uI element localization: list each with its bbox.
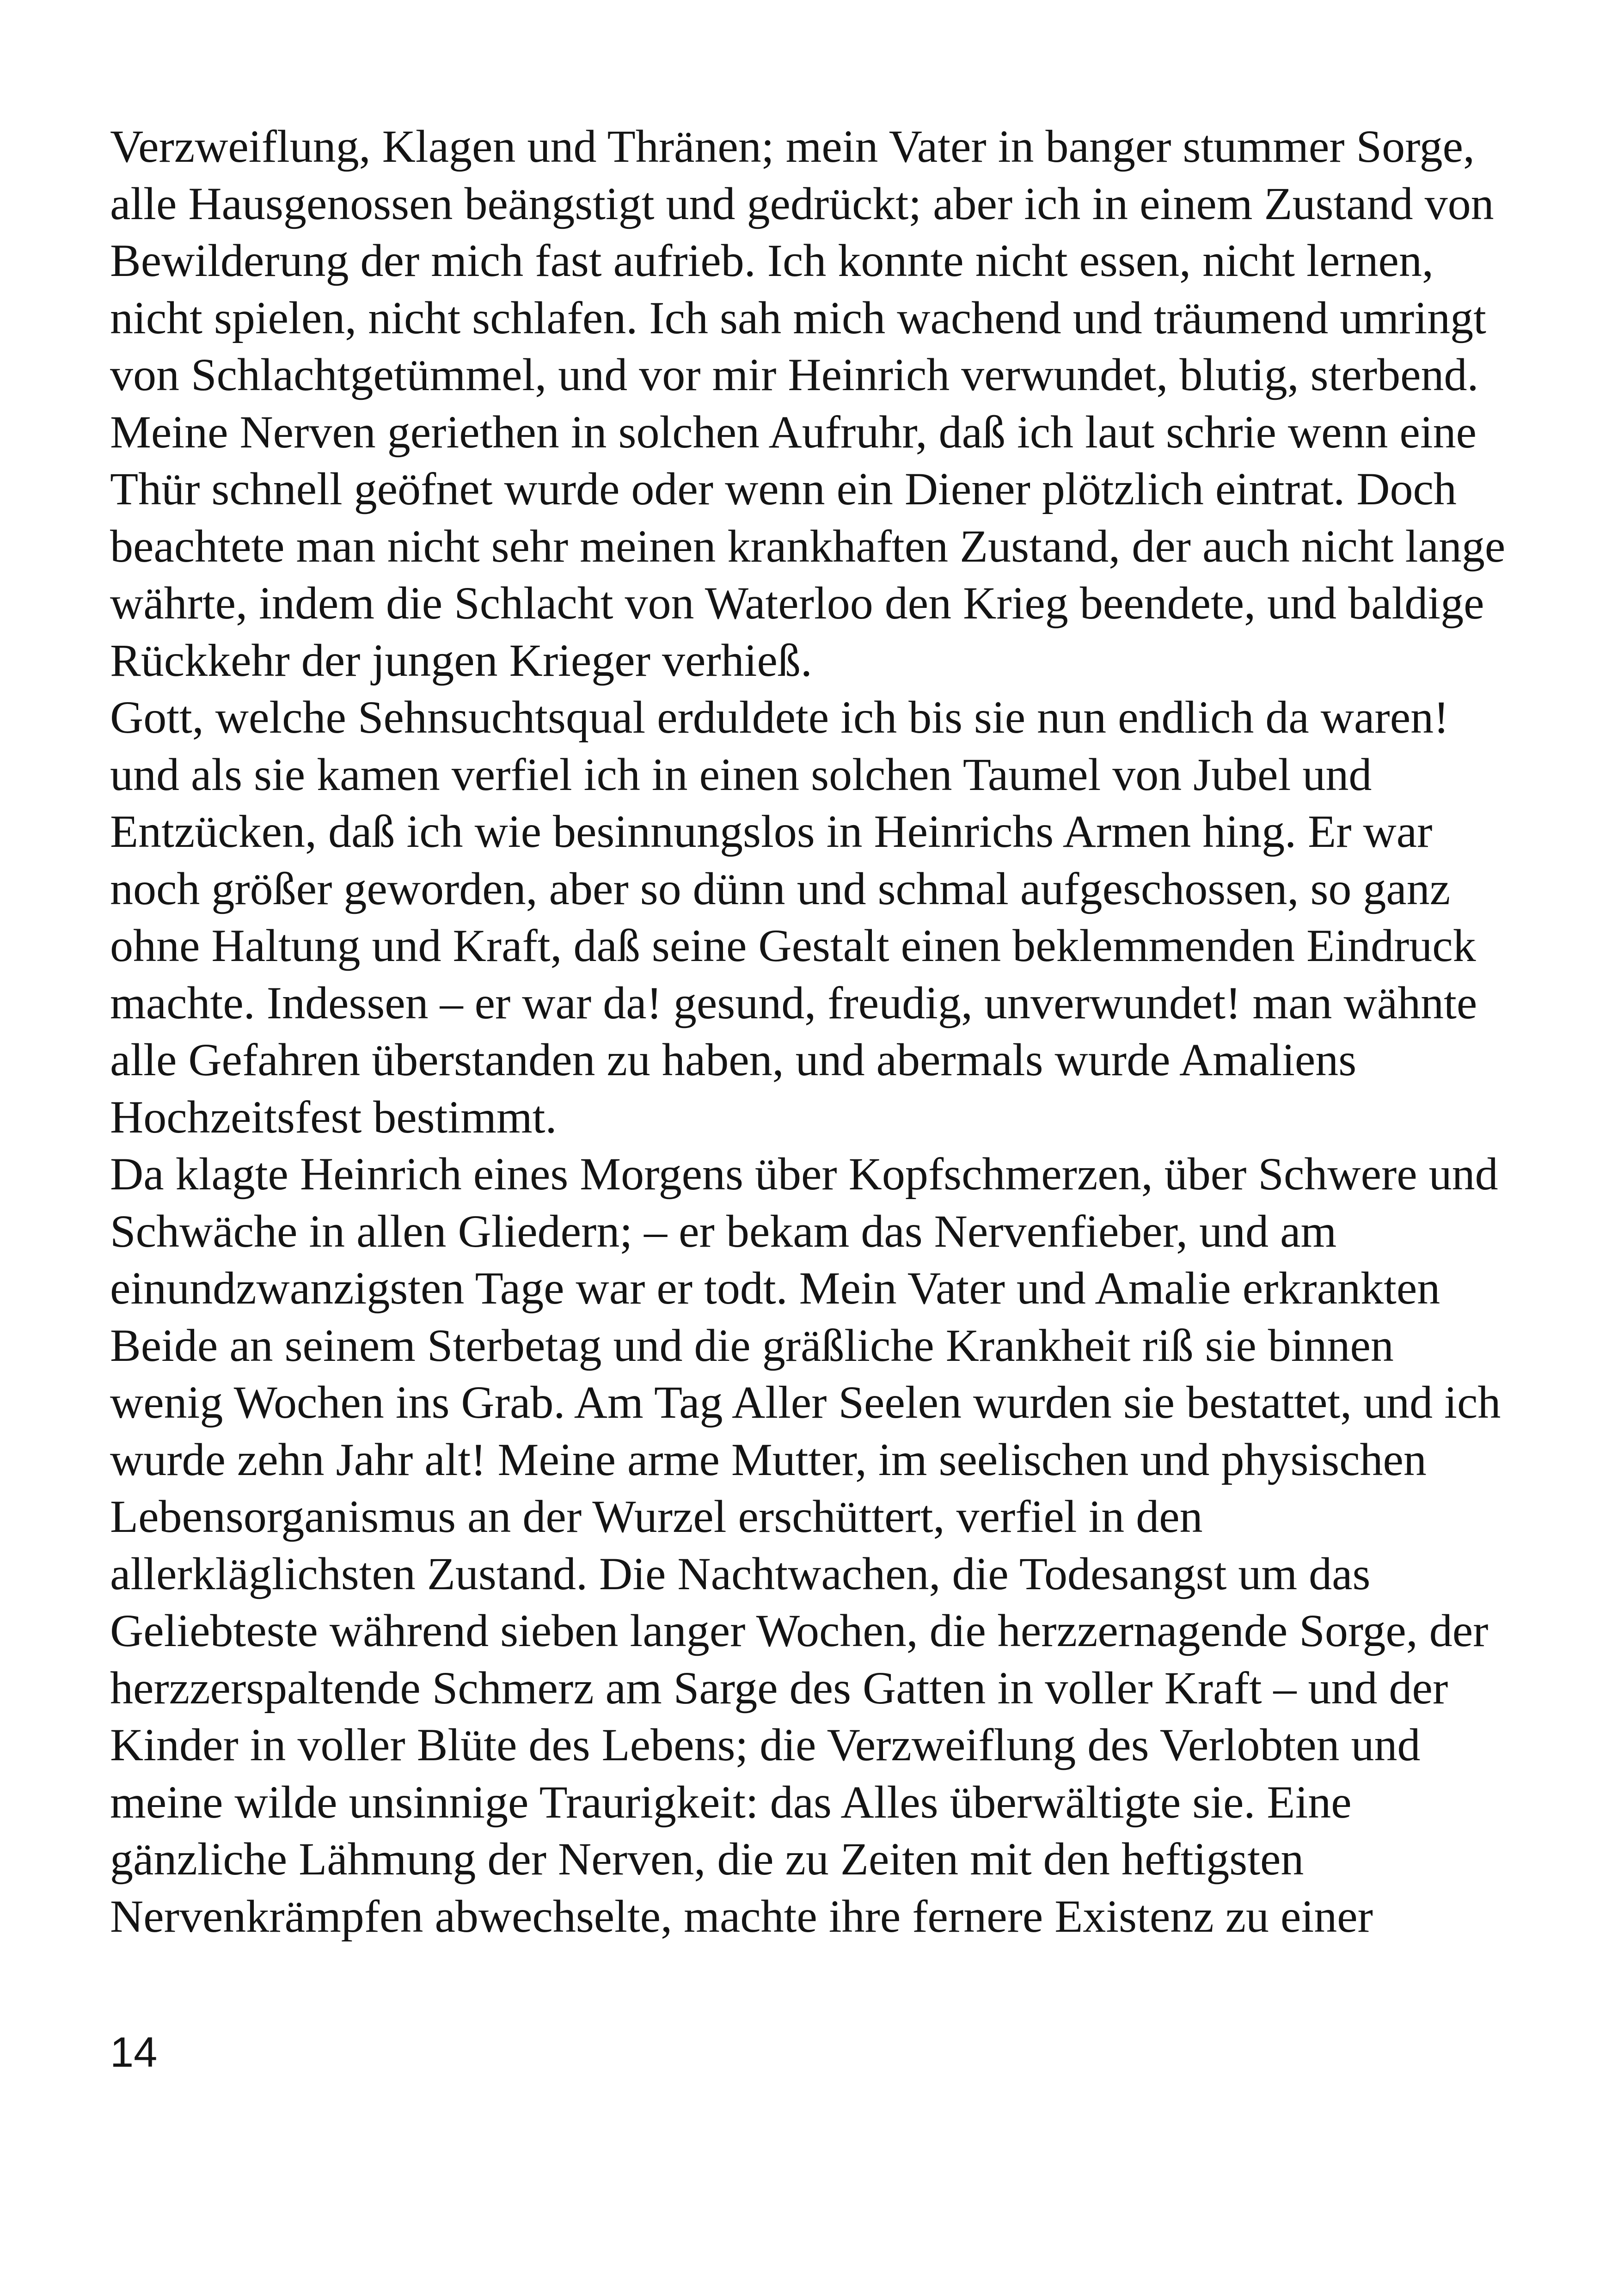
text-line: allerkläglichsten Zustand. Die Nachtwachen, die Todesangst um das — [110, 1548, 1371, 1599]
text-line: meine wilde unsinnige Traurigkeit: das Alles überwältigte sie. Eine — [110, 1776, 1352, 1828]
text-line: Kinder in voller Blüte des Lebens; die Verzweiflung des Verlobten und — [110, 1719, 1421, 1770]
text-line: beachtete man nicht sehr meinen krankhaften Zustand, der auch nicht lange — [110, 520, 1506, 572]
text-line: Bewilderung der mich fast aufrieb. Ich konnte nicht essen, nicht lernen, — [110, 235, 1434, 286]
text-line: alle Gefahren überstanden zu haben, und abermals wurde Amaliens — [110, 1034, 1357, 1085]
text-line: Gott, welche Sehnsuchtsqual erduldete ich bis sie nun endlich da waren! — [110, 692, 1449, 743]
text-line: und als sie kamen verfiel ich in einen solchen Taumel von Jubel und — [110, 748, 1372, 800]
text-line: machte. Indessen – er war da! gesund, freudig, unverwundet! man wähnte — [110, 977, 1477, 1029]
text-line: Geliebteste während sieben langer Wochen, die herzzernagende Sorge, der — [110, 1605, 1489, 1656]
text-line: alle Hausgenossen beängstigt und gedrückt; aber ich in einem Zustand von — [110, 178, 1494, 229]
text-line: Meine Nerven geriethen in solchen Aufruhr, daß ich laut schrie wenn eine — [110, 406, 1477, 458]
text-line: einundzwanzigsten Tage war er todt. Mein Vater und Amalie erkrankten — [110, 1262, 1440, 1314]
page-number: 14 — [110, 2029, 158, 2076]
text-line: Nervenkrämpfen abwechselte, machte ihre fernere Existenz zu einer — [110, 1890, 1373, 1942]
body-text — [110, 118, 1562, 1945]
text-line: nicht spielen, nicht schlafen. Ich sah mich wachend und träumend umringt — [110, 292, 1486, 343]
text-line: Entzücken, daß ich wie besinnungslos in Heinrichs Armen hing. Er war — [110, 806, 1433, 857]
text-line: Beide an seinem Sterbetag und die gräßliche Krankheit riß sie binnen — [110, 1319, 1394, 1371]
text-line: währte, indem die Schlacht von Waterloo den Krieg beendete, und baldige — [110, 577, 1484, 629]
text-line: Schwäche in allen Gliedern; – er bekam das Nervenfieber, und am — [110, 1205, 1337, 1257]
text-line: Hochzeitsfest bestimmt. — [110, 1091, 557, 1143]
text-line: noch größer geworden, aber so dünn und schmal aufgeschossen, so ganz — [110, 863, 1451, 914]
text-line: ohne Haltung und Kraft, daß seine Gestalt einen beklemmenden Eindruck — [110, 920, 1476, 971]
text-line: wurde zehn Jahr alt! Meine arme Mutter, im seelischen und physischen — [110, 1433, 1427, 1485]
text-line: gänzliche Lähmung der Nerven, die zu Zeiten mit den heftigsten — [110, 1833, 1304, 1885]
text-line: Da klagte Heinrich eines Morgens über Kopfschmerzen, über Schwere und — [110, 1148, 1498, 1200]
text-line: herzzerspaltende Schmerz am Sarge des Gatten in voller Kraft – und der — [110, 1662, 1448, 1714]
text-line: wenig Wochen ins Grab. Am Tag Aller Seelen wurden sie bestattet, und ich — [110, 1377, 1501, 1428]
text-line: Thür schnell geöfnet wurde oder wenn ein Diener plötzlich eintrat. Doch — [110, 463, 1457, 514]
text-line: Rückkehr der jungen Krieger verhieß. — [110, 634, 812, 686]
text-line: Verzweiflung, Klagen und Thränen; mein Vater in banger stummer Sorge, — [110, 121, 1475, 172]
text-line: von Schlachtgetümmel, und vor mir Heinrich verwundet, blutig, sterbend. — [110, 349, 1479, 400]
text-line: Lebensorganismus an der Wurzel erschüttert, verfiel in den — [110, 1491, 1203, 1542]
